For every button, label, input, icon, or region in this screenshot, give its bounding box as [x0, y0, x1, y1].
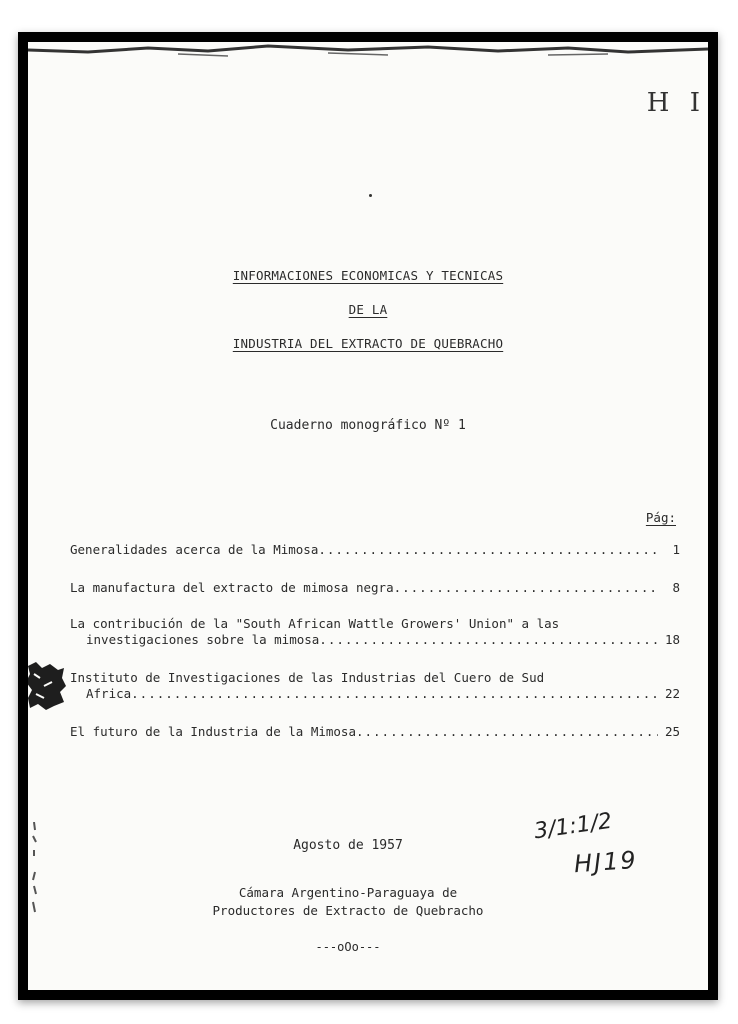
toc-leader-dots — [318, 542, 658, 558]
toc-entry-page: 22 — [664, 686, 680, 701]
publisher-line-1: Cámara Argentino-Paraguaya de — [238, 885, 458, 900]
corner-mark: H I — [646, 88, 706, 118]
title-line-1: INFORMACIONES ECONOMICAS Y TECNICAS — [232, 268, 504, 283]
top-edge-smudge — [28, 42, 708, 64]
toc-leader-dots — [394, 580, 658, 596]
toc-entry-page: 25 — [664, 724, 680, 739]
toc-leader-dots — [356, 724, 658, 740]
title-line-2: DE LA — [348, 302, 388, 317]
toc-leader-dots — [131, 686, 658, 702]
closing-mark: ---oOo--- — [315, 940, 381, 954]
title-line-3: INDUSTRIA DEL EXTRACTO DE QUEBRACHO — [232, 336, 504, 351]
toc-entry-title: La contribución de la "South African Wattle Growers' Union" a las — [70, 616, 560, 631]
toc-leader-dots — [319, 632, 658, 648]
stray-dot — [369, 194, 372, 197]
toc-entry-title: Instituto de Investigaciones de las Industrias del Cuero de Sud — [70, 670, 545, 685]
toc-entry-page: 18 — [664, 632, 680, 647]
toc-entry-title: El futuro de la Industria de la Mimosa — [70, 724, 356, 739]
toc-entry-page: 8 — [672, 580, 680, 595]
toc-entry-title-continued: investigaciones sobre la mimosa — [86, 632, 320, 647]
toc-entry-page: 1 — [672, 542, 680, 557]
document-frame — [18, 32, 718, 1000]
toc-entry — [70, 724, 680, 740]
toc-entry-title: La manufactura del extracto de mimosa negra — [70, 580, 394, 595]
toc-entry — [70, 542, 680, 558]
toc-entry — [70, 616, 680, 648]
toc-entry-title: Generalidades acerca de la Mimosa — [70, 542, 319, 557]
handwritten-note-2: HJ19 — [573, 845, 639, 879]
ink-smudge — [28, 660, 68, 712]
page-column-header: Pág: — [645, 510, 676, 525]
toc-entry — [70, 580, 680, 596]
toc-entry — [70, 670, 680, 702]
toc-entry-title-continued: Africa — [86, 686, 132, 701]
publisher-line-2: Productores de Extracto de Quebracho — [212, 903, 484, 918]
document-page — [28, 42, 708, 990]
subtitle: Cuaderno monográfico Nº 1 — [270, 418, 466, 433]
publication-date: Agosto de 1957 — [293, 838, 403, 853]
handwritten-note-1: 3/1:1/2 — [532, 808, 614, 845]
